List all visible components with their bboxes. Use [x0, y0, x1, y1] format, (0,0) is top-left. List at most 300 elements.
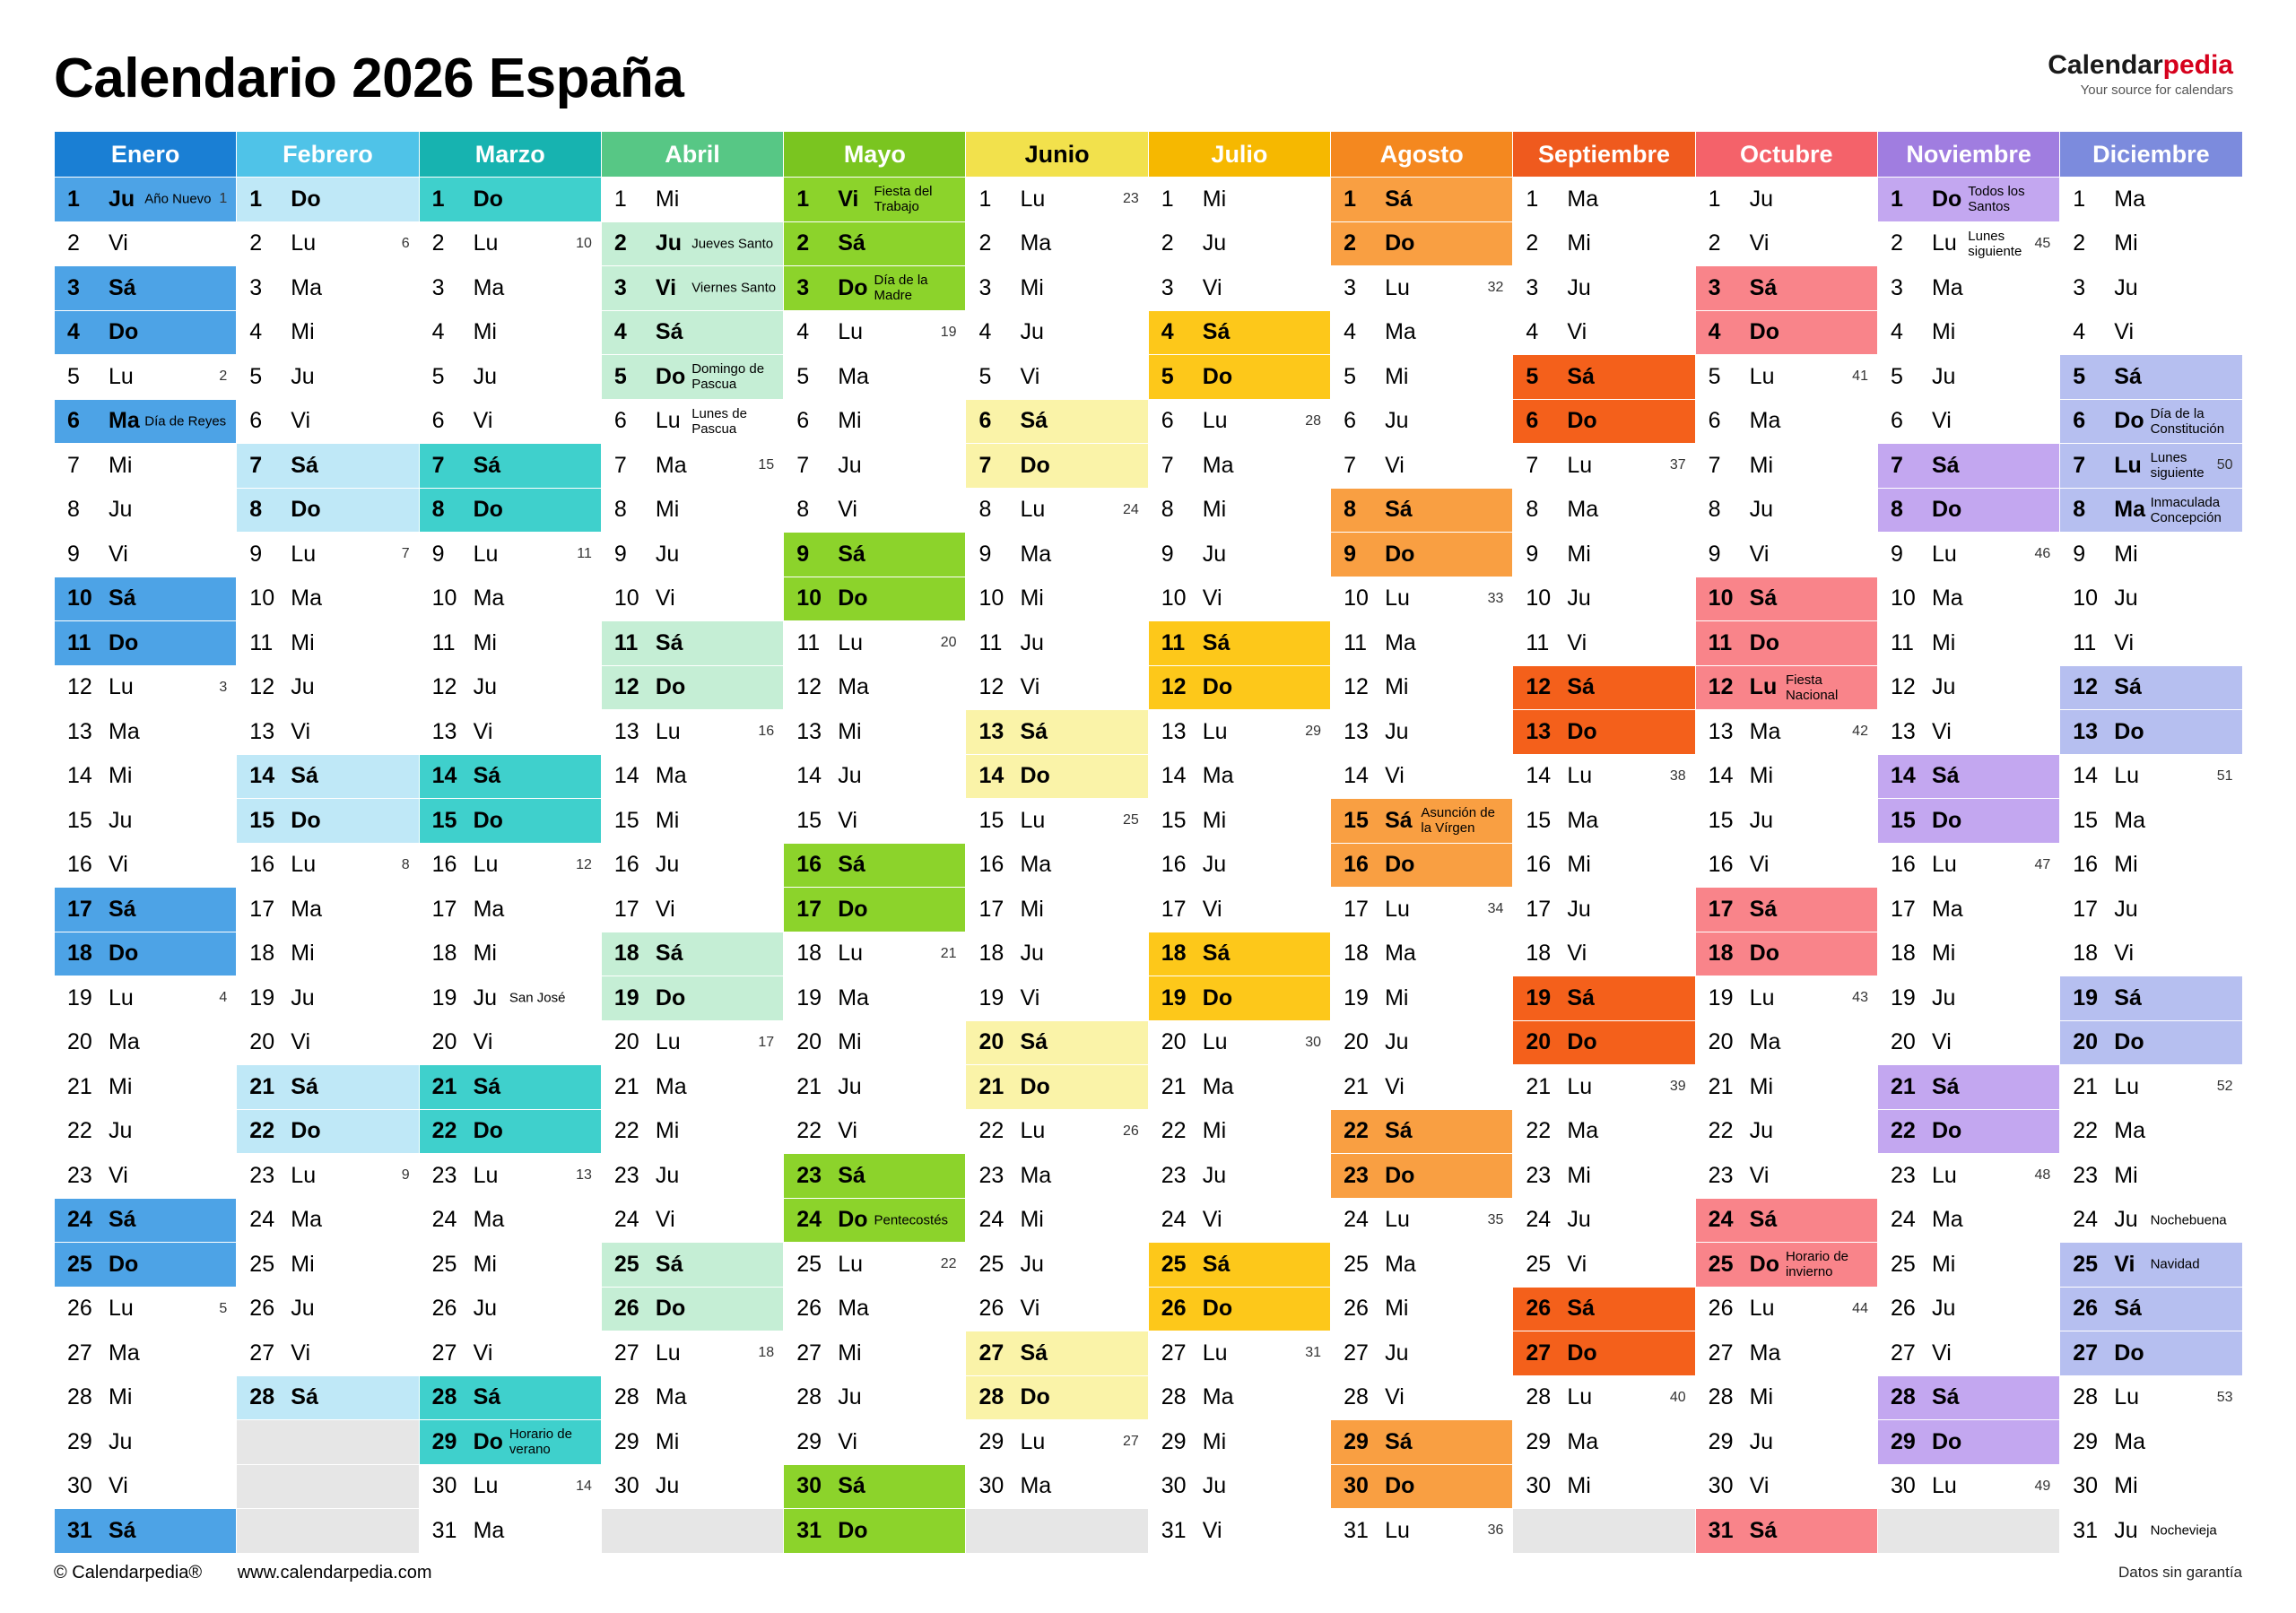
day-cell[interactable]	[237, 665, 419, 710]
day-cell[interactable]	[2060, 355, 2242, 400]
day-cell[interactable]	[601, 843, 783, 888]
day-cell[interactable]	[1331, 932, 1513, 976]
day-cell[interactable]	[55, 1420, 237, 1465]
day-cell[interactable]	[1877, 266, 2059, 311]
day-cell[interactable]	[1331, 1243, 1513, 1288]
day-cell[interactable]	[419, 1509, 601, 1554]
day-cell[interactable]	[601, 178, 783, 222]
day-cell[interactable]	[1877, 577, 2059, 621]
day-cell[interactable]	[601, 399, 783, 444]
day-cell[interactable]	[1148, 488, 1330, 533]
day-cell[interactable]	[784, 754, 966, 799]
day-cell[interactable]	[1877, 1198, 2059, 1243]
day-cell[interactable]	[966, 888, 1148, 932]
day-cell[interactable]	[1513, 1243, 1695, 1288]
day-cell[interactable]	[1331, 843, 1513, 888]
day-cell[interactable]	[1695, 1287, 1877, 1331]
day-cell[interactable]	[601, 888, 783, 932]
day-cell[interactable]	[419, 1464, 601, 1509]
day-cell[interactable]	[1513, 976, 1695, 1021]
day-cell[interactable]	[966, 1287, 1148, 1331]
day-cell[interactable]	[1148, 710, 1330, 755]
day-cell[interactable]	[966, 1065, 1148, 1110]
day-cell[interactable]	[601, 1154, 783, 1199]
day-cell[interactable]	[784, 710, 966, 755]
day-cell[interactable]	[966, 355, 1148, 400]
day-cell[interactable]	[1513, 1020, 1695, 1065]
day-cell[interactable]	[237, 621, 419, 666]
day-cell[interactable]	[1513, 266, 1695, 311]
day-cell[interactable]	[601, 1287, 783, 1331]
day-cell[interactable]	[1148, 799, 1330, 844]
day-cell[interactable]	[2060, 533, 2242, 577]
day-cell[interactable]	[601, 488, 783, 533]
day-cell[interactable]	[55, 1198, 237, 1243]
day-cell[interactable]	[2060, 932, 2242, 976]
day-cell[interactable]	[601, 355, 783, 400]
day-cell[interactable]	[1513, 533, 1695, 577]
day-cell[interactable]	[2060, 488, 2242, 533]
day-cell[interactable]	[1877, 488, 2059, 533]
day-cell[interactable]	[237, 444, 419, 489]
day-cell[interactable]	[1695, 178, 1877, 222]
day-cell[interactable]	[784, 444, 966, 489]
day-cell[interactable]	[966, 1198, 1148, 1243]
day-cell[interactable]	[237, 710, 419, 755]
day-cell[interactable]	[1695, 488, 1877, 533]
day-cell[interactable]	[966, 1331, 1148, 1376]
day-cell[interactable]	[1513, 444, 1695, 489]
day-cell[interactable]	[55, 1020, 237, 1065]
day-cell[interactable]	[966, 1154, 1148, 1199]
day-cell[interactable]	[2060, 710, 2242, 755]
day-cell[interactable]	[1695, 976, 1877, 1021]
day-cell[interactable]	[419, 754, 601, 799]
day-cell[interactable]	[1877, 1020, 2059, 1065]
day-cell[interactable]	[784, 355, 966, 400]
day-cell[interactable]	[1695, 1464, 1877, 1509]
day-cell[interactable]	[1148, 621, 1330, 666]
day-cell[interactable]	[1695, 1065, 1877, 1110]
day-cell[interactable]	[1513, 1464, 1695, 1509]
day-cell[interactable]	[1148, 1109, 1330, 1154]
day-cell[interactable]	[1513, 665, 1695, 710]
day-cell[interactable]	[1331, 1464, 1513, 1509]
day-cell[interactable]	[601, 976, 783, 1021]
day-cell[interactable]	[237, 1065, 419, 1110]
day-cell[interactable]	[1513, 1287, 1695, 1331]
day-cell[interactable]	[784, 1287, 966, 1331]
day-cell[interactable]	[1877, 1464, 2059, 1509]
day-cell[interactable]	[1877, 799, 2059, 844]
day-cell[interactable]	[1513, 488, 1695, 533]
day-cell[interactable]	[601, 221, 783, 266]
day-cell[interactable]	[1513, 1065, 1695, 1110]
day-cell[interactable]	[1513, 310, 1695, 355]
day-cell[interactable]	[55, 399, 237, 444]
day-cell[interactable]	[966, 1420, 1148, 1465]
day-cell[interactable]	[55, 665, 237, 710]
day-cell[interactable]	[237, 976, 419, 1021]
day-cell[interactable]	[1148, 355, 1330, 400]
day-cell[interactable]	[1513, 355, 1695, 400]
day-cell[interactable]	[55, 799, 237, 844]
day-cell[interactable]	[1331, 1065, 1513, 1110]
day-cell[interactable]	[419, 710, 601, 755]
day-cell[interactable]	[1695, 621, 1877, 666]
day-cell[interactable]	[966, 1464, 1148, 1509]
day-cell[interactable]	[419, 444, 601, 489]
day-cell[interactable]	[1148, 533, 1330, 577]
day-cell[interactable]	[1148, 266, 1330, 311]
day-cell[interactable]	[601, 266, 783, 311]
day-cell[interactable]	[55, 488, 237, 533]
day-cell[interactable]	[966, 1020, 1148, 1065]
day-cell[interactable]	[1513, 221, 1695, 266]
day-cell[interactable]	[601, 1243, 783, 1288]
day-cell[interactable]	[784, 1109, 966, 1154]
day-cell[interactable]	[1148, 444, 1330, 489]
day-cell[interactable]	[966, 444, 1148, 489]
day-cell[interactable]	[55, 444, 237, 489]
day-cell[interactable]	[419, 178, 601, 222]
day-cell[interactable]	[966, 621, 1148, 666]
day-cell[interactable]	[601, 1065, 783, 1110]
day-cell[interactable]	[966, 178, 1148, 222]
day-cell[interactable]	[1877, 399, 2059, 444]
day-cell[interactable]	[1148, 577, 1330, 621]
day-cell[interactable]	[966, 976, 1148, 1021]
day-cell[interactable]	[55, 1331, 237, 1376]
day-cell[interactable]	[237, 1243, 419, 1288]
day-cell[interactable]	[1695, 665, 1877, 710]
day-cell[interactable]	[601, 1464, 783, 1509]
day-cell[interactable]	[1513, 754, 1695, 799]
day-cell[interactable]	[784, 533, 966, 577]
day-cell[interactable]	[966, 399, 1148, 444]
day-cell[interactable]	[1877, 1109, 2059, 1154]
day-cell[interactable]	[1331, 399, 1513, 444]
day-cell[interactable]	[1148, 1198, 1330, 1243]
day-cell[interactable]	[2060, 1331, 2242, 1376]
day-cell[interactable]	[966, 932, 1148, 976]
day-cell[interactable]	[1331, 488, 1513, 533]
day-cell[interactable]	[419, 621, 601, 666]
day-cell[interactable]	[2060, 266, 2242, 311]
day-cell[interactable]	[784, 266, 966, 311]
day-cell[interactable]	[1513, 932, 1695, 976]
day-cell[interactable]	[784, 1375, 966, 1420]
day-cell[interactable]	[1331, 799, 1513, 844]
day-cell[interactable]	[55, 1065, 237, 1110]
day-cell[interactable]	[601, 1331, 783, 1376]
day-cell[interactable]	[419, 355, 601, 400]
day-cell[interactable]	[419, 1198, 601, 1243]
day-cell[interactable]	[601, 621, 783, 666]
day-cell[interactable]	[419, 488, 601, 533]
day-cell[interactable]	[1877, 1331, 2059, 1376]
day-cell[interactable]	[55, 221, 237, 266]
day-cell[interactable]	[1877, 976, 2059, 1021]
day-cell[interactable]	[237, 1331, 419, 1376]
day-cell[interactable]	[1331, 1020, 1513, 1065]
day-cell[interactable]	[55, 1109, 237, 1154]
day-cell[interactable]	[55, 355, 237, 400]
day-cell[interactable]	[237, 1020, 419, 1065]
day-cell[interactable]	[1148, 1464, 1330, 1509]
day-cell[interactable]	[1148, 399, 1330, 444]
day-cell[interactable]	[1148, 665, 1330, 710]
day-cell[interactable]	[1331, 310, 1513, 355]
day-cell[interactable]	[1513, 1154, 1695, 1199]
day-cell[interactable]	[2060, 577, 2242, 621]
day-cell[interactable]	[237, 266, 419, 311]
day-cell[interactable]	[601, 1198, 783, 1243]
day-cell[interactable]	[419, 932, 601, 976]
day-cell[interactable]	[237, 888, 419, 932]
day-cell[interactable]	[601, 1375, 783, 1420]
day-cell[interactable]	[1148, 932, 1330, 976]
day-cell[interactable]	[1148, 1287, 1330, 1331]
day-cell[interactable]	[1331, 444, 1513, 489]
day-cell[interactable]	[1877, 355, 2059, 400]
day-cell[interactable]	[1513, 1331, 1695, 1376]
day-cell[interactable]	[1695, 221, 1877, 266]
day-cell[interactable]	[1331, 221, 1513, 266]
day-cell[interactable]	[1695, 1020, 1877, 1065]
day-cell[interactable]	[237, 355, 419, 400]
day-cell[interactable]	[966, 799, 1148, 844]
day-cell[interactable]	[1695, 1375, 1877, 1420]
day-cell[interactable]	[784, 932, 966, 976]
day-cell[interactable]	[1877, 1065, 2059, 1110]
day-cell[interactable]	[966, 665, 1148, 710]
day-cell[interactable]	[1148, 976, 1330, 1021]
day-cell[interactable]	[601, 310, 783, 355]
day-cell[interactable]	[1513, 1198, 1695, 1243]
day-cell[interactable]	[1877, 1243, 2059, 1288]
day-cell[interactable]	[55, 1154, 237, 1199]
day-cell[interactable]	[2060, 1154, 2242, 1199]
day-cell[interactable]	[2060, 221, 2242, 266]
day-cell[interactable]	[2060, 1020, 2242, 1065]
day-cell[interactable]	[1148, 310, 1330, 355]
day-cell[interactable]	[1148, 1154, 1330, 1199]
day-cell[interactable]	[601, 577, 783, 621]
day-cell[interactable]	[1877, 888, 2059, 932]
day-cell[interactable]	[2060, 843, 2242, 888]
day-cell[interactable]	[237, 1198, 419, 1243]
day-cell[interactable]	[601, 1420, 783, 1465]
day-cell[interactable]	[237, 533, 419, 577]
day-cell[interactable]	[419, 310, 601, 355]
day-cell[interactable]	[1513, 799, 1695, 844]
day-cell[interactable]	[601, 1020, 783, 1065]
day-cell[interactable]	[1695, 577, 1877, 621]
day-cell[interactable]	[601, 1109, 783, 1154]
day-cell[interactable]	[237, 488, 419, 533]
day-cell[interactable]	[1148, 1375, 1330, 1420]
day-cell[interactable]	[1695, 266, 1877, 311]
day-cell[interactable]	[966, 1375, 1148, 1420]
day-cell[interactable]	[966, 577, 1148, 621]
day-cell[interactable]	[1331, 1375, 1513, 1420]
day-cell[interactable]	[601, 754, 783, 799]
day-cell[interactable]	[1695, 710, 1877, 755]
day-cell[interactable]	[237, 577, 419, 621]
day-cell[interactable]	[1331, 1420, 1513, 1465]
day-cell[interactable]	[1513, 577, 1695, 621]
day-cell[interactable]	[2060, 1243, 2242, 1288]
day-cell[interactable]	[784, 221, 966, 266]
day-cell[interactable]	[1513, 888, 1695, 932]
day-cell[interactable]	[1695, 310, 1877, 355]
day-cell[interactable]	[784, 577, 966, 621]
day-cell[interactable]	[419, 1375, 601, 1420]
day-cell[interactable]	[55, 1509, 237, 1554]
day-cell[interactable]	[1331, 266, 1513, 311]
day-cell[interactable]	[1695, 754, 1877, 799]
day-cell[interactable]	[1695, 1109, 1877, 1154]
day-cell[interactable]	[1331, 1109, 1513, 1154]
day-cell[interactable]	[1877, 444, 2059, 489]
day-cell[interactable]	[419, 266, 601, 311]
day-cell[interactable]	[1331, 1154, 1513, 1199]
day-cell[interactable]	[784, 399, 966, 444]
day-cell[interactable]	[784, 1020, 966, 1065]
day-cell[interactable]	[2060, 665, 2242, 710]
day-cell[interactable]	[1148, 178, 1330, 222]
day-cell[interactable]	[1513, 399, 1695, 444]
day-cell[interactable]	[237, 754, 419, 799]
day-cell[interactable]	[966, 843, 1148, 888]
day-cell[interactable]	[1331, 355, 1513, 400]
day-cell[interactable]	[419, 577, 601, 621]
day-cell[interactable]	[1331, 1198, 1513, 1243]
day-cell[interactable]	[1148, 1020, 1330, 1065]
day-cell[interactable]	[1877, 533, 2059, 577]
day-cell[interactable]	[1877, 665, 2059, 710]
day-cell[interactable]	[55, 310, 237, 355]
day-cell[interactable]	[1695, 799, 1877, 844]
day-cell[interactable]	[1331, 754, 1513, 799]
day-cell[interactable]	[1695, 932, 1877, 976]
day-cell[interactable]	[1695, 355, 1877, 400]
day-cell[interactable]	[55, 1375, 237, 1420]
day-cell[interactable]	[2060, 754, 2242, 799]
day-cell[interactable]	[784, 1243, 966, 1288]
day-cell[interactable]	[1331, 533, 1513, 577]
day-cell[interactable]	[237, 221, 419, 266]
day-cell[interactable]	[419, 665, 601, 710]
day-cell[interactable]	[1877, 932, 2059, 976]
day-cell[interactable]	[1695, 533, 1877, 577]
day-cell[interactable]	[55, 1464, 237, 1509]
day-cell[interactable]	[55, 888, 237, 932]
day-cell[interactable]	[2060, 1420, 2242, 1465]
day-cell[interactable]	[1331, 888, 1513, 932]
day-cell[interactable]	[2060, 1509, 2242, 1554]
day-cell[interactable]	[1695, 843, 1877, 888]
day-cell[interactable]	[2060, 1109, 2242, 1154]
day-cell[interactable]	[966, 533, 1148, 577]
day-cell[interactable]	[1513, 621, 1695, 666]
day-cell[interactable]	[237, 310, 419, 355]
day-cell[interactable]	[601, 932, 783, 976]
day-cell[interactable]	[1695, 1243, 1877, 1288]
day-cell[interactable]	[237, 1154, 419, 1199]
day-cell[interactable]	[966, 1243, 1148, 1288]
day-cell[interactable]	[784, 488, 966, 533]
day-cell[interactable]	[784, 1420, 966, 1465]
day-cell[interactable]	[1148, 754, 1330, 799]
day-cell[interactable]	[1148, 843, 1330, 888]
day-cell[interactable]	[784, 1154, 966, 1199]
day-cell[interactable]	[1513, 1420, 1695, 1465]
day-cell[interactable]	[55, 754, 237, 799]
day-cell[interactable]	[419, 1109, 601, 1154]
day-cell[interactable]	[1877, 1154, 2059, 1199]
day-cell[interactable]	[784, 1464, 966, 1509]
day-cell[interactable]	[55, 1287, 237, 1331]
day-cell[interactable]	[55, 621, 237, 666]
day-cell[interactable]	[419, 1243, 601, 1288]
day-cell[interactable]	[601, 533, 783, 577]
day-cell[interactable]	[966, 310, 1148, 355]
day-cell[interactable]	[419, 1287, 601, 1331]
day-cell[interactable]	[419, 1331, 601, 1376]
day-cell[interactable]	[1331, 976, 1513, 1021]
day-cell[interactable]	[419, 221, 601, 266]
day-cell[interactable]	[1148, 221, 1330, 266]
day-cell[interactable]	[1877, 710, 2059, 755]
day-cell[interactable]	[784, 1509, 966, 1554]
day-cell[interactable]	[55, 976, 237, 1021]
day-cell[interactable]	[2060, 310, 2242, 355]
day-cell[interactable]	[55, 710, 237, 755]
day-cell[interactable]	[1877, 1420, 2059, 1465]
day-cell[interactable]	[237, 399, 419, 444]
day-cell[interactable]	[1695, 1154, 1877, 1199]
day-cell[interactable]	[1331, 621, 1513, 666]
day-cell[interactable]	[1331, 1287, 1513, 1331]
footer-website[interactable]: www.calendarpedia.com	[237, 1562, 432, 1583]
day-cell[interactable]	[784, 799, 966, 844]
day-cell[interactable]	[1695, 1331, 1877, 1376]
day-cell[interactable]	[1877, 221, 2059, 266]
day-cell[interactable]	[966, 710, 1148, 755]
day-cell[interactable]	[784, 178, 966, 222]
day-cell[interactable]	[1148, 1509, 1330, 1554]
day-cell[interactable]	[1877, 1375, 2059, 1420]
day-cell[interactable]	[55, 932, 237, 976]
day-cell[interactable]	[601, 799, 783, 844]
day-cell[interactable]	[2060, 1198, 2242, 1243]
day-cell[interactable]	[1695, 1420, 1877, 1465]
day-cell[interactable]	[784, 1198, 966, 1243]
day-cell[interactable]	[1877, 178, 2059, 222]
day-cell[interactable]	[1877, 1287, 2059, 1331]
day-cell[interactable]	[1148, 1065, 1330, 1110]
day-cell[interactable]	[1877, 754, 2059, 799]
day-cell[interactable]	[2060, 178, 2242, 222]
day-cell[interactable]	[1148, 1331, 1330, 1376]
day-cell[interactable]	[237, 1375, 419, 1420]
day-cell[interactable]	[1695, 1509, 1877, 1554]
day-cell[interactable]	[1331, 1331, 1513, 1376]
day-cell[interactable]	[237, 1109, 419, 1154]
day-cell[interactable]	[601, 665, 783, 710]
